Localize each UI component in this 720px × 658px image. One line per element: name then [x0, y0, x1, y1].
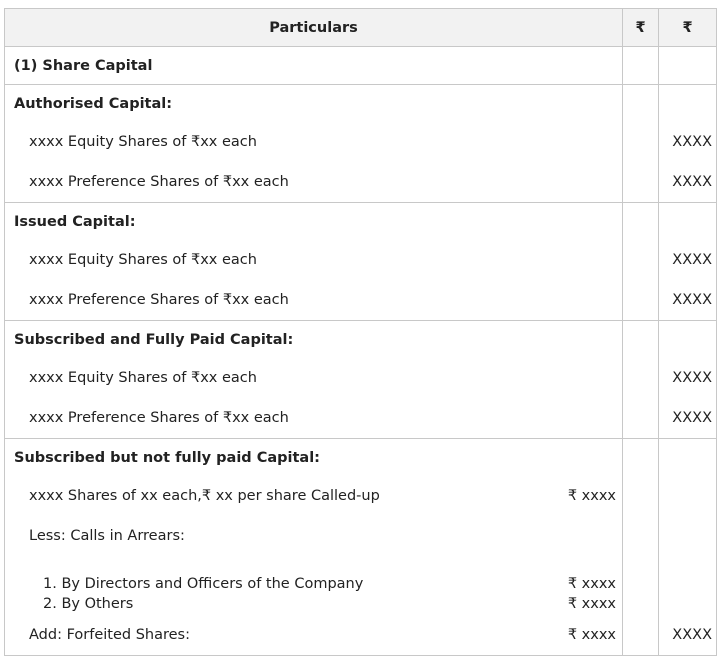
- row-particulars: [5, 592, 623, 615]
- row-amount: [659, 592, 717, 615]
- table-row: [5, 516, 717, 556]
- row-amount: [659, 476, 717, 516]
- row-particulars: xxxx Preference Shares of ₹xx each: [5, 280, 623, 321]
- table-row: [5, 398, 717, 439]
- row-inner: [623, 592, 659, 615]
- header-row: [5, 9, 717, 47]
- row-particulars: Issued Capital:: [5, 203, 623, 241]
- header-rupee-total: ₹: [659, 9, 717, 47]
- row-inner: [623, 85, 659, 123]
- row-amount: XXXX: [659, 358, 717, 398]
- row-particulars: xxxx Preference Shares of ₹xx each: [5, 162, 623, 203]
- row-particulars: [5, 476, 623, 516]
- row-inner-amount: ₹ xxxx: [567, 595, 616, 612]
- row-particulars: (1) Share Capital: [5, 47, 623, 85]
- table-row: [5, 476, 717, 516]
- row-inner: [623, 122, 659, 162]
- table-row: [5, 556, 717, 592]
- row-amount: XXXX: [659, 398, 717, 439]
- row-inner-amount: ₹ xxxx: [567, 488, 616, 504]
- row-inner: [623, 280, 659, 321]
- row-particulars-text: 2. By Others: [43, 595, 134, 612]
- table-row: [5, 85, 717, 123]
- row-inner: [623, 556, 659, 592]
- row-particulars: Authorised Capital:: [5, 85, 623, 123]
- row-amount: [659, 439, 717, 477]
- table-row: [5, 321, 717, 359]
- row-amount: XXXX: [659, 162, 717, 203]
- row-inner: [623, 240, 659, 280]
- row-particulars: [5, 615, 623, 656]
- row-particulars: Subscribed but not fully paid Capital:: [5, 439, 623, 477]
- row-inner: [623, 516, 659, 556]
- row-amount: XXXX: [659, 122, 717, 162]
- row-amount: [659, 85, 717, 123]
- table-row: [5, 280, 717, 321]
- row-inner-amount: ₹ xxxx: [567, 576, 616, 592]
- row-particulars: [5, 556, 623, 592]
- table-row: [5, 162, 717, 203]
- table-row: [5, 615, 717, 656]
- row-amount: XXXX: [659, 280, 717, 321]
- row-particulars: Subscribed and Fully Paid Capital:: [5, 321, 623, 359]
- row-inner: [623, 358, 659, 398]
- row-inner-amount: ₹ xxxx: [567, 627, 616, 643]
- row-inner: [623, 162, 659, 203]
- row-particulars-text: xxxx Shares of xx each,₹ xx per share Called-up: [29, 488, 380, 504]
- row-amount: [659, 203, 717, 241]
- row-inner: [623, 321, 659, 359]
- row-particulars: Less: Calls in Arrears:: [5, 516, 623, 556]
- row-inner: [623, 476, 659, 516]
- row-amount: [659, 47, 717, 85]
- table-row: [5, 203, 717, 241]
- row-particulars-text: Add: Forfeited Shares:: [29, 627, 190, 643]
- table-row: [5, 592, 717, 615]
- row-particulars: xxxx Equity Shares of ₹xx each: [5, 240, 623, 280]
- row-inner: [623, 47, 659, 85]
- row-amount: XXXX: [659, 615, 717, 656]
- share-capital-table: [4, 8, 717, 656]
- row-inner: [623, 203, 659, 241]
- row-particulars-text: 1. By Directors and Officers of the Company: [43, 576, 364, 592]
- table-row: [5, 439, 717, 477]
- table-row: [5, 122, 717, 162]
- row-inner: [623, 615, 659, 656]
- row-amount: [659, 516, 717, 556]
- row-amount: [659, 321, 717, 359]
- table-row: [5, 240, 717, 280]
- header-particulars: Particulars: [5, 9, 623, 47]
- table-row: [5, 47, 717, 85]
- header-rupee-inner: ₹: [623, 9, 659, 47]
- row-inner: [623, 398, 659, 439]
- row-inner: [623, 439, 659, 477]
- row-particulars: xxxx Preference Shares of ₹xx each: [5, 398, 623, 439]
- table-row: [5, 358, 717, 398]
- row-particulars: xxxx Equity Shares of ₹xx each: [5, 122, 623, 162]
- row-amount: XXXX: [659, 240, 717, 280]
- row-particulars: xxxx Equity Shares of ₹xx each: [5, 358, 623, 398]
- row-amount: [659, 556, 717, 592]
